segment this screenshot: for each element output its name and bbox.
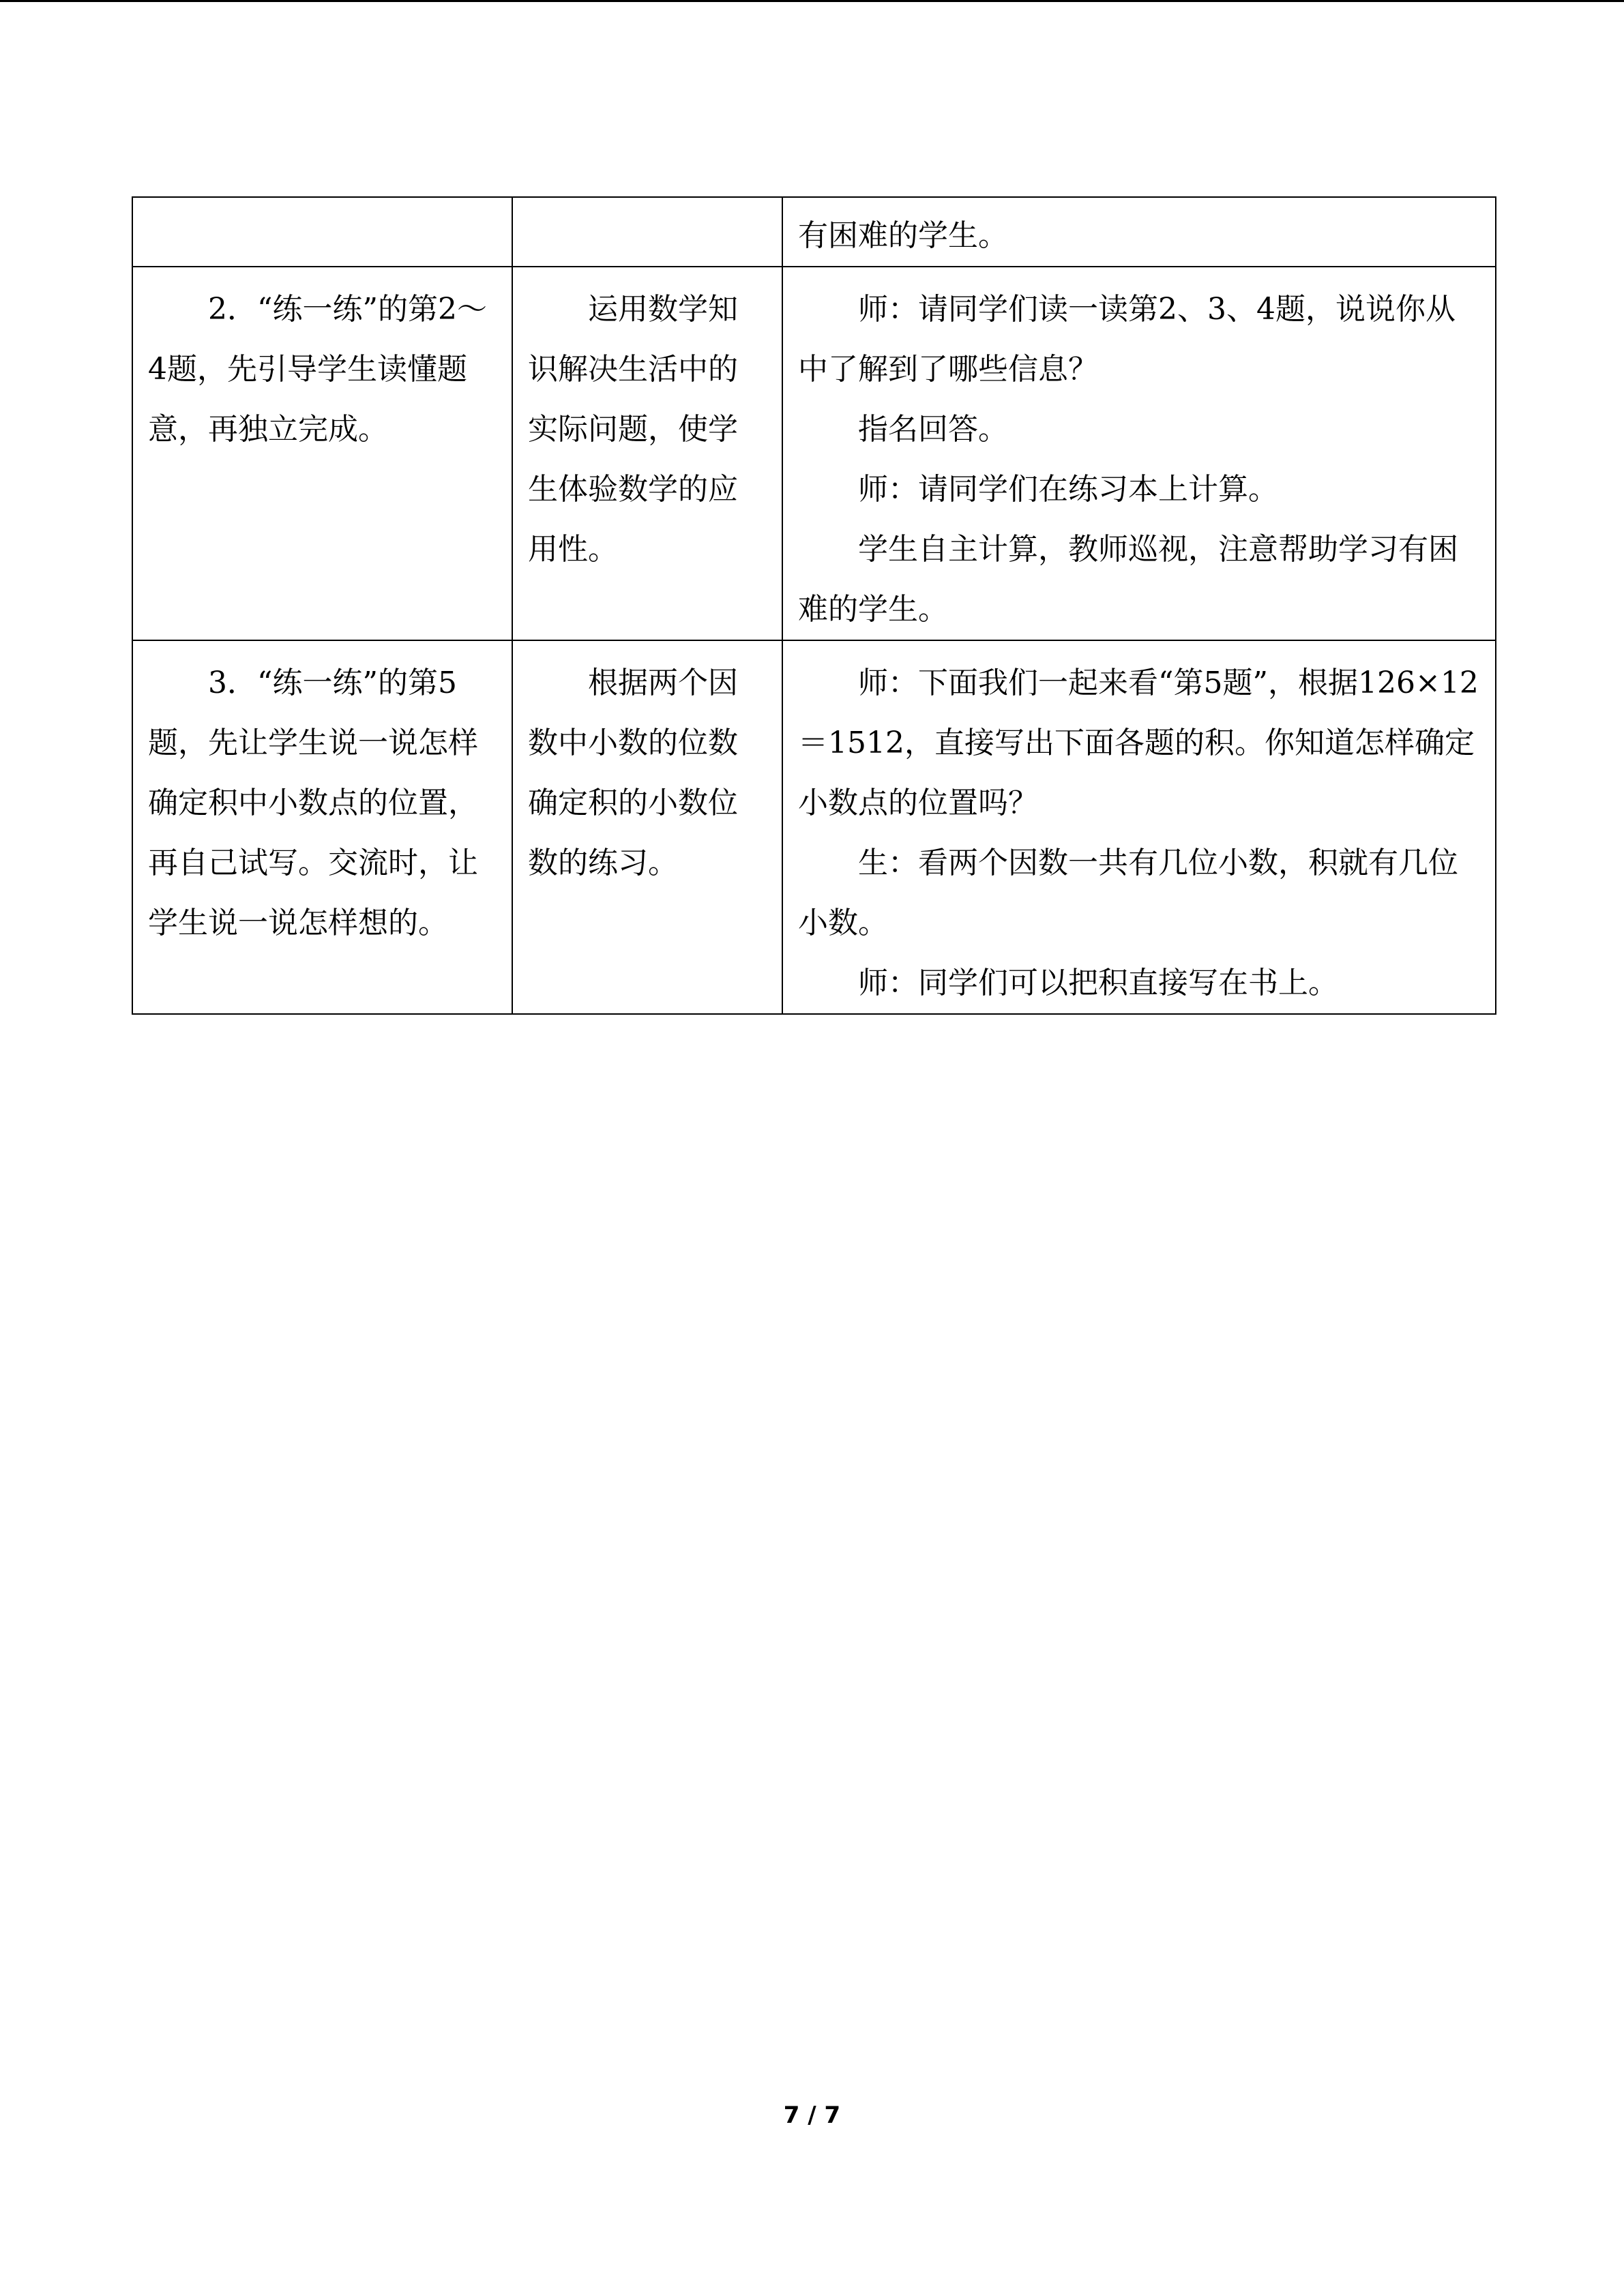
page-number: 7 / 7 [783, 2102, 841, 2129]
cell-paragraph: 运用数学知识解决生活中的实际问题，使学生体验数学的应用性。 [528, 292, 738, 567]
table-row [132, 640, 1496, 1014]
cell-paragraph: 根据两个因数中小数的位数确定积的小数位数的练习。 [528, 666, 738, 880]
design-intent-cell [512, 197, 782, 267]
teaching-process-cell [782, 197, 1496, 267]
cell-paragraph: 生：看两个因数一共有几位小数，积就有几位小数。 [798, 846, 1458, 940]
teaching-process-cell [782, 640, 1496, 1014]
cell-paragraph: 指名回答。 [858, 412, 1008, 447]
design-intent-cell [512, 640, 782, 1014]
teaching-step-cell [132, 267, 512, 640]
cell-paragraph: 师：请同学们读一读第2、3、4题，说说你从中了解到了哪些信息？ [798, 292, 1456, 387]
teaching-process-cell [782, 267, 1496, 640]
cell-paragraph: 师：同学们可以把积直接写在书上。 [858, 966, 1338, 1000]
teaching-step-cell [132, 197, 512, 267]
table-row [132, 197, 1496, 267]
page-top-border [0, 0, 1624, 2]
teaching-step-cell [132, 640, 512, 1014]
cell-paragraph: 3．“练一练”的第5题，先让学生说一说怎样确定积中小数点的位置，再自己试写。交流时，让学生说一说怎样想的。 [148, 666, 478, 940]
cell-paragraph: 有困难的学生。 [798, 218, 1008, 253]
cell-paragraph: 学生自主计算，教师巡视，注意帮助学习有困难的学生。 [798, 532, 1458, 627]
table-row [132, 267, 1496, 640]
cell-paragraph: 2．“练一练”的第2～4题，先引导学生读懂题意，再独立完成。 [148, 292, 487, 447]
cell-paragraph: 师：请同学们在练习本上计算。 [858, 472, 1278, 507]
cell-paragraph: 师：下面我们一起来看“第5题”，根据126×12＝1512，直接写出下面各题的积。你知道怎样确定小数点的位置吗？ [798, 666, 1479, 820]
design-intent-cell [512, 267, 782, 640]
lesson-plan-table [132, 196, 1496, 1015]
